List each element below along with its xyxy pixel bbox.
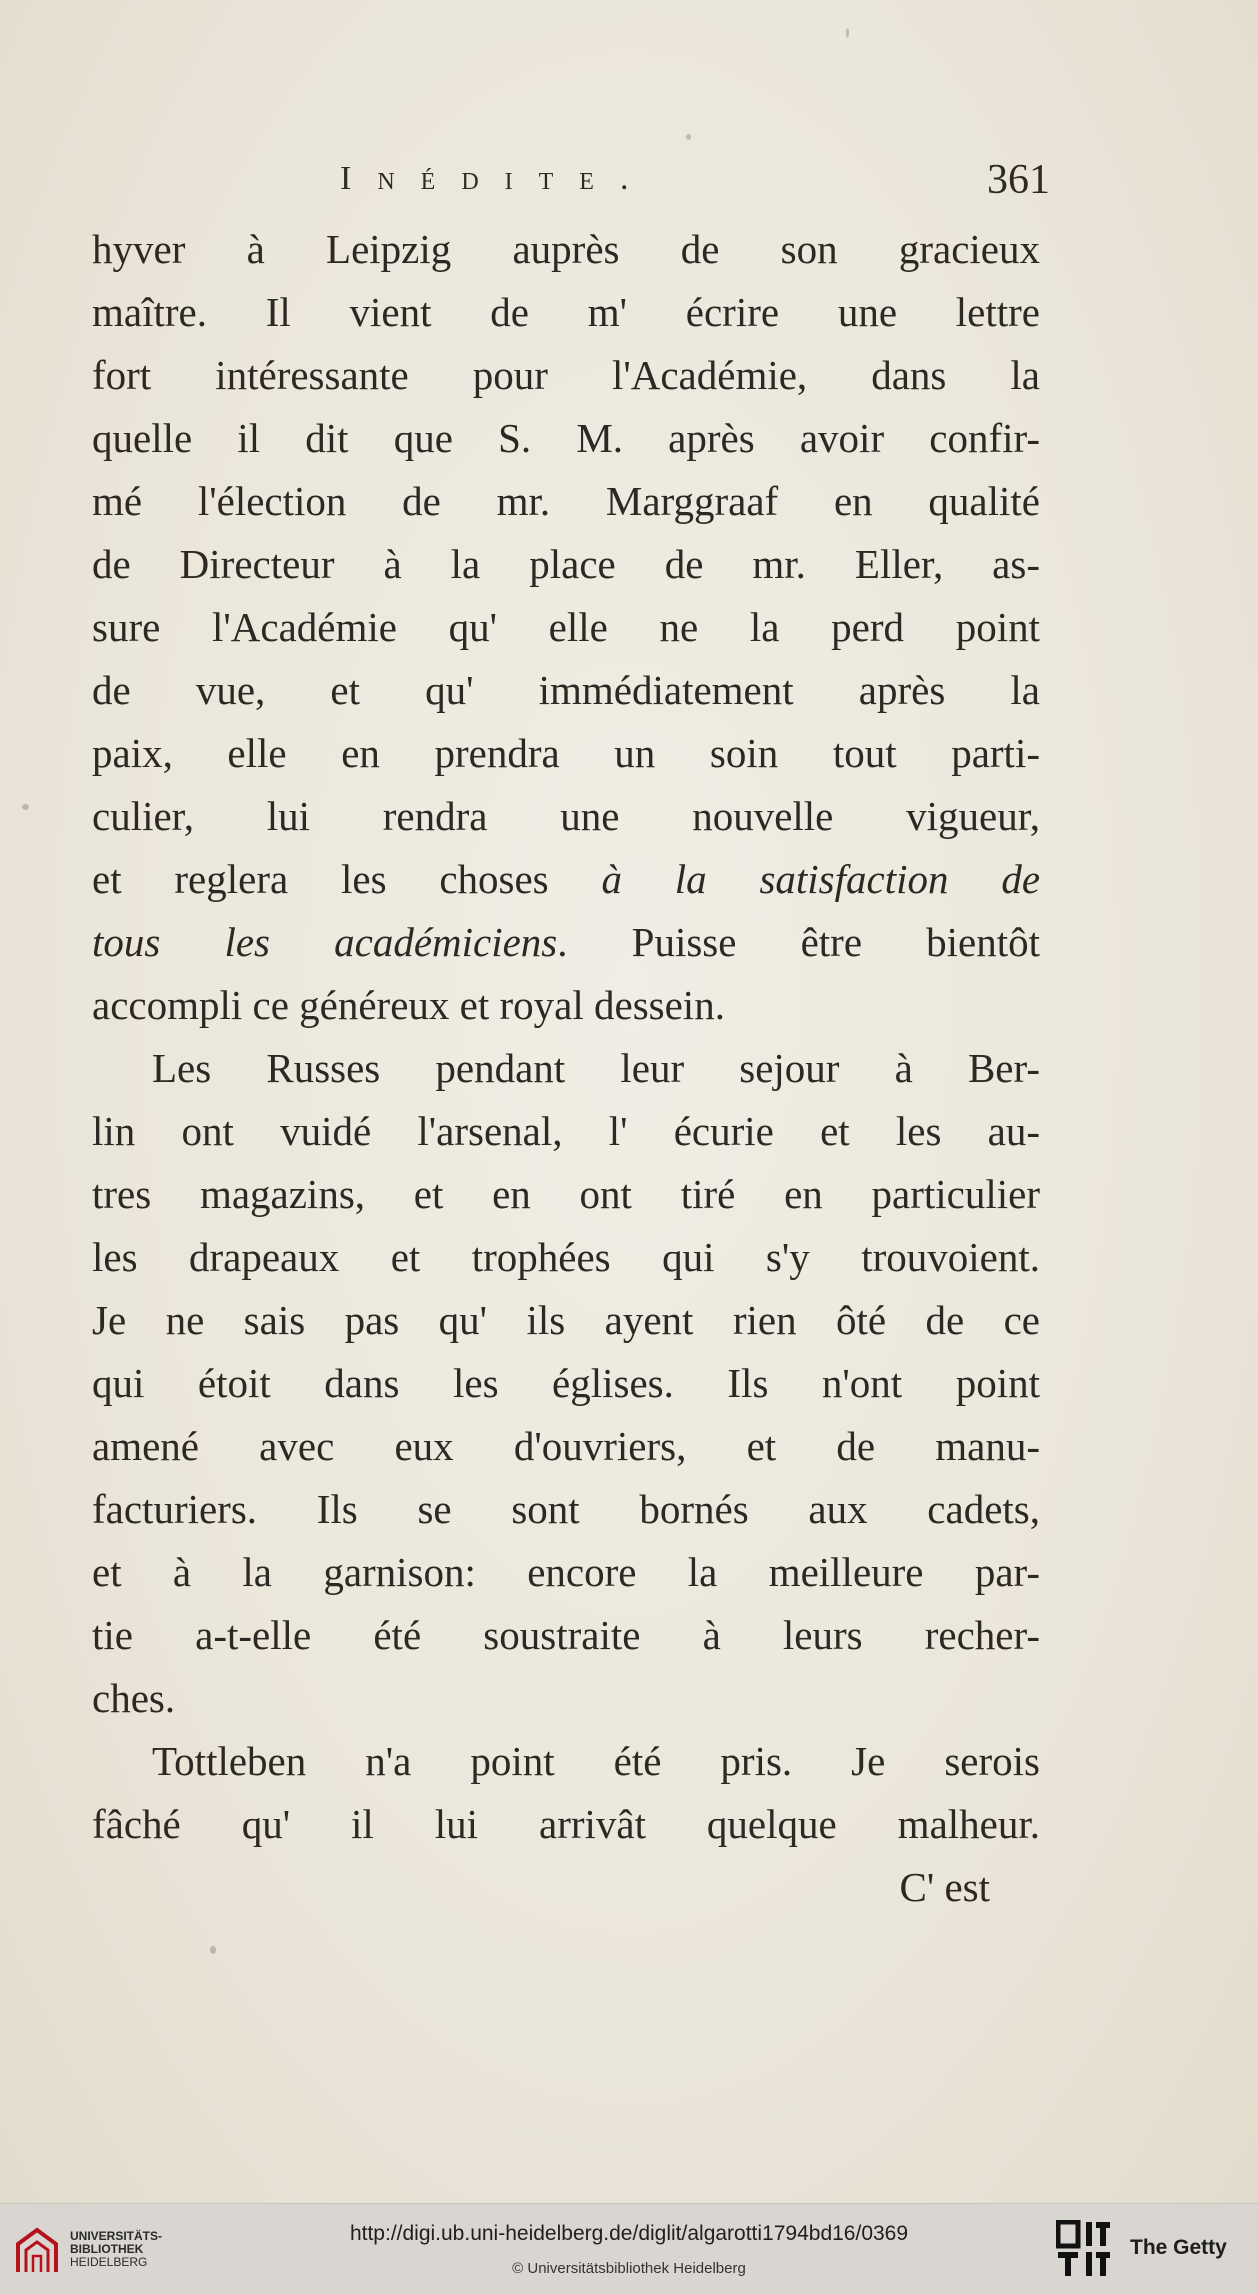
paper-speck — [22, 804, 29, 810]
body-text — [92, 218, 1040, 1919]
text-line — [92, 848, 1040, 911]
institution-line: HEIDELBERG — [70, 2255, 148, 2269]
page-header — [340, 157, 1050, 210]
running-title: Inédite. — [340, 160, 655, 197]
text-line: Je ne sais pas qu' ils ayent rien ôté de ce — [92, 1297, 1040, 1343]
institution-line: BIBLIOTHEK — [70, 2242, 144, 2256]
partner-name: The Getty — [1130, 2236, 1227, 2259]
text-line: fâché qu' il lui arrivât quelque malheur. — [92, 1801, 1040, 1847]
copyright-notice: © Universitätsbibliothek Heidelberg — [512, 2260, 746, 2277]
text-line: et à la garnison: encore la meilleure par- — [92, 1549, 1040, 1595]
italic-phrase: tous les académiciens — [92, 919, 558, 965]
text-line: paix, elle en prendra un soin tout parti- — [92, 730, 1040, 776]
text-line: qui étoit dans les églises. Ils n'ont point — [92, 1360, 1040, 1406]
footer-bar — [0, 2203, 1258, 2294]
text-line: facturiers. Ils se sont bornés aux cadets, — [92, 1486, 1040, 1532]
catchword: C' est — [899, 1864, 990, 1910]
text-line: mé l'élection de mr. Marggraaf en qualité — [92, 478, 1040, 524]
text-line: maître. Il vient de m' écrire une lettre — [92, 289, 1040, 335]
text-line: lin ont vuidé l'arsenal, l' écurie et les au- — [92, 1108, 1040, 1154]
text-line: de Directeur à la place de mr. Eller, as- — [92, 541, 1040, 587]
paper-speck — [846, 28, 849, 38]
paragraph-first-line: Tottleben n'a point été pris. Je serois — [152, 1738, 1040, 1784]
text-line: hyver à Leipzig auprès de son gracieux — [92, 226, 1040, 272]
text-line: culier, lui rendra une nouvelle vigueur, — [92, 793, 1040, 839]
institution-line: UNIVERSITÄTS- — [70, 2229, 163, 2243]
getty-logo-icon — [1056, 2220, 1112, 2278]
source-url[interactable]: http://digi.ub.uni-heidelberg.de/diglit/algarotti1794bd16/0369 — [349, 2222, 909, 2245]
paper-speck — [210, 1946, 216, 1954]
text-line: ches. — [92, 1675, 176, 1721]
italic-phrase: à la satisfaction de — [601, 856, 1041, 902]
paper-speck — [686, 134, 691, 140]
text-line: sure l'Académie qu' elle ne la perd point — [92, 604, 1040, 650]
text-line: tie a-t-elle été soustraite à leurs recher- — [92, 1612, 1040, 1658]
text-line: les drapeaux et trophées qui s'y trouvoient. — [92, 1234, 1040, 1280]
text-line: amené avec eux d'ouvriers, et de manu- — [92, 1423, 1040, 1469]
paragraph-first-line: Les Russes pendant leur sejour à Ber- — [152, 1045, 1040, 1091]
text-line — [92, 911, 1040, 974]
text-line: de vue, et qu' immédiatement après la — [92, 667, 1040, 713]
text-line: fort intéressante pour l'Académie, dans la — [92, 352, 1040, 398]
text-line: quelle il dit que S. M. après avoir confir- — [92, 415, 1040, 461]
text-segment: et reglera les choses — [92, 856, 549, 902]
text-line: accompli ce généreux et royal dessein. — [92, 982, 725, 1028]
page-number: 361 — [987, 157, 1050, 203]
text-segment: . Puisse être bientôt — [557, 919, 1041, 965]
text-line: tres magazins, et en ont tiré en particulier — [92, 1171, 1040, 1217]
